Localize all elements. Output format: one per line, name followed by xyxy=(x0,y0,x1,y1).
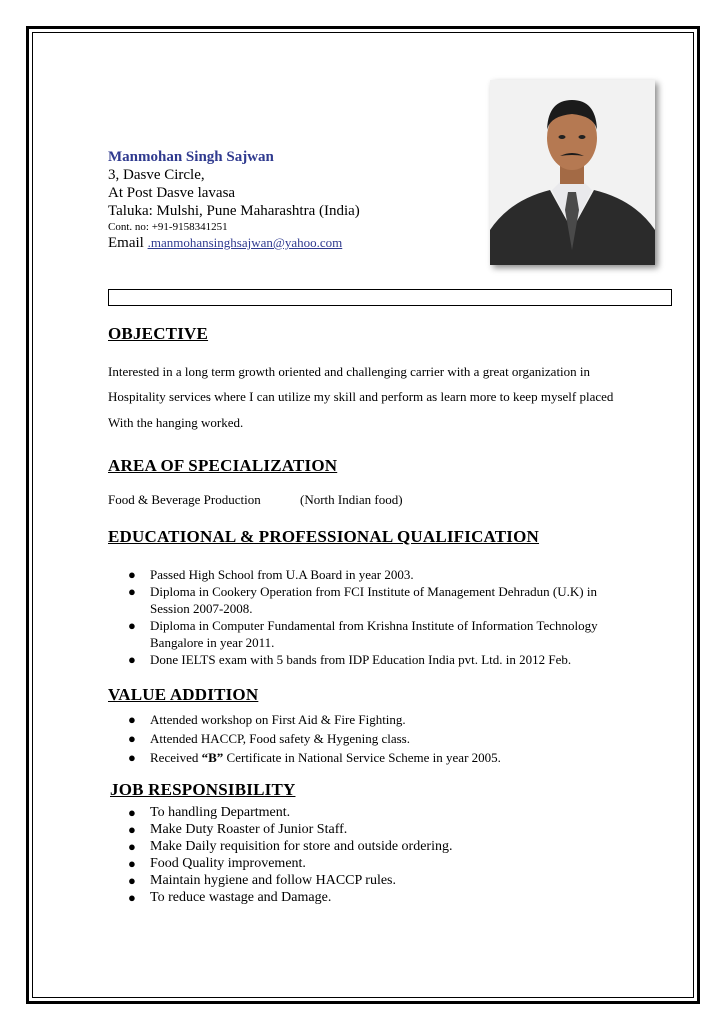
candidate-name: Manmohan Singh Sajwan xyxy=(108,149,274,165)
certificate-grade: “B” xyxy=(201,750,224,765)
objective-line-3: With the hanging worked. xyxy=(108,415,244,430)
profile-photo xyxy=(490,80,655,265)
bullet-icon: ● xyxy=(128,805,136,820)
bullet-icon: ● xyxy=(128,890,136,905)
education-heading: EDUCATIONAL & PROFESSIONAL QUALIFICATION xyxy=(108,527,540,546)
list-item: ● Attended HACCP, Food safety & Hygening class. xyxy=(128,731,410,746)
objective-heading: OBJECTIVE xyxy=(108,324,209,343)
list-item: ● Make Daily requisition for store and outside ordering. xyxy=(128,839,453,854)
education-list xyxy=(126,566,666,668)
list-item: ● Make Duty Roaster of Junior Staff. xyxy=(128,822,348,837)
value-addition-list xyxy=(126,710,666,767)
bullet-icon: ● xyxy=(128,731,136,746)
address-line-1: 3, Dasve Circle, xyxy=(108,167,205,183)
list-item: ● To reduce wastage and Damage. xyxy=(128,890,332,905)
bullet-icon: ● xyxy=(128,856,136,871)
email-link[interactable]: .manmohansinghsajwan@yahoo.com xyxy=(147,235,343,250)
objective-line-1: Interested in a long term growth oriented and challenging carrier with a great organization in xyxy=(108,364,591,379)
bullet-icon: ● xyxy=(128,822,136,837)
bullet-icon: ● xyxy=(128,618,136,633)
specialization-text: Food & Beverage Production xyxy=(108,492,261,507)
phone-number: Cont. no: +91-9158341251 xyxy=(108,221,228,233)
specialization-heading: AREA OF SPECIALIZATION xyxy=(108,456,338,475)
list-item: ● Diploma in Computer Fundamental from Krishna Institute of Information Technology Bangalore in year 2011. xyxy=(128,618,598,650)
bullet-icon: ● xyxy=(128,839,136,854)
bullet-icon: ● xyxy=(128,873,136,888)
list-item: ● To handling Department. xyxy=(128,805,291,820)
address-line-3: Taluka: Mulshi, Pune Maharashtra (India) xyxy=(108,203,360,219)
separator-box xyxy=(108,289,672,306)
portrait-image xyxy=(490,80,655,265)
bullet-icon: ● xyxy=(128,712,136,727)
bullet-icon: ● xyxy=(128,750,136,765)
list-item: ● Food Quality improvement. xyxy=(128,856,306,871)
email-line xyxy=(108,234,360,252)
bullet-icon: ● xyxy=(128,652,136,667)
contact-block xyxy=(108,148,360,252)
list-item: ● Diploma in Cookery Operation from FCI Institute of Management Dehradun (U.K) in Session 2007-2008. xyxy=(128,584,597,616)
list-item: ● Maintain hygiene and follow HACCP rules. xyxy=(128,873,397,888)
objective-line-2: Hospitality services where I can utilize my skill and perform as learn more to keep myself placed xyxy=(108,389,614,404)
list-item: ● Attended workshop on First Aid & Fire Fighting. xyxy=(128,712,406,727)
job-heading: JOB RESPONSIBILITY xyxy=(110,780,296,799)
bullet-icon: ● xyxy=(128,584,136,599)
specialization-note: (North Indian food) xyxy=(300,492,403,507)
list-item: ● Done IELTS exam with 5 bands from IDP Education India pvt. Ltd. in 2012 Feb. xyxy=(128,652,572,667)
bullet-icon: ● xyxy=(128,567,136,582)
list-item: ● Received “B” Certificate in National Service Scheme in year 2005. xyxy=(128,750,501,765)
list-item: ● Passed High School from U.A Board in year 2003. xyxy=(128,567,414,582)
email-label: Email xyxy=(108,235,148,251)
job-list xyxy=(126,804,666,906)
value-addition-heading: VALUE ADDITION xyxy=(108,685,259,704)
address-line-2: At Post Dasve lavasa xyxy=(108,185,236,201)
